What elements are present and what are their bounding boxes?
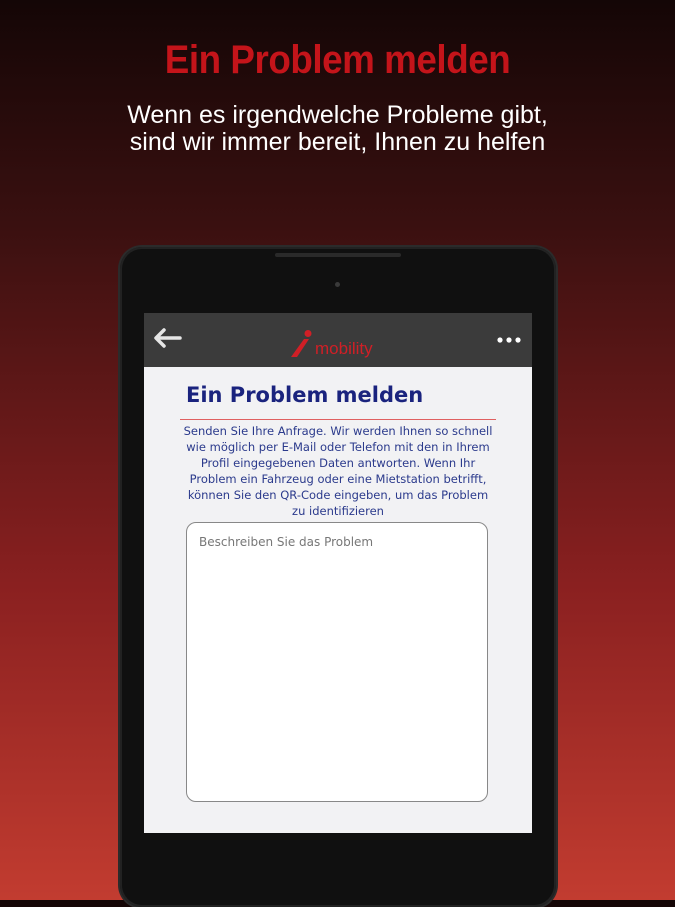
- problem-description-field[interactable]: [186, 522, 488, 802]
- promo-subtitle-line-2: sind wir immer bereit, Ihnen zu helfen: [129, 128, 546, 156]
- promo-title: Ein Problem melden: [164, 38, 511, 82]
- app-logo: [287, 329, 397, 359]
- app-screen: [144, 313, 532, 833]
- more-horizontal-icon: [497, 336, 521, 344]
- app-bar: [144, 313, 532, 367]
- promo-subtitle-line-1: Wenn es irgendwelche Probleme gibt,: [127, 101, 548, 129]
- promo-subtitle: [0, 102, 675, 156]
- more-options-button[interactable]: [496, 327, 522, 353]
- back-button[interactable]: [150, 323, 184, 353]
- tablet-camera: [335, 282, 340, 287]
- title-divider: [180, 419, 496, 420]
- arrow-left-icon: [152, 328, 182, 348]
- tablet-speaker: [275, 253, 401, 257]
- tablet-frame: [120, 247, 556, 907]
- logo-text: mobility: [315, 339, 373, 358]
- problem-description-input[interactable]: [187, 523, 487, 801]
- page-title: Ein Problem melden: [186, 383, 424, 407]
- i-logo-icon: [287, 329, 317, 359]
- page-description: Senden Sie Ihre Anfrage. Wir werden Ihnen so schnell wie möglich per E-Mail oder Telefon mit den in Ihrem Profil eingegebenen Daten antworten. Wenn Ihr Problem ein Fahrzeug oder eine Mietstation betrifft, können Sie den QR-Code eingeben, um das Problem zu identifizieren: [183, 424, 493, 518]
